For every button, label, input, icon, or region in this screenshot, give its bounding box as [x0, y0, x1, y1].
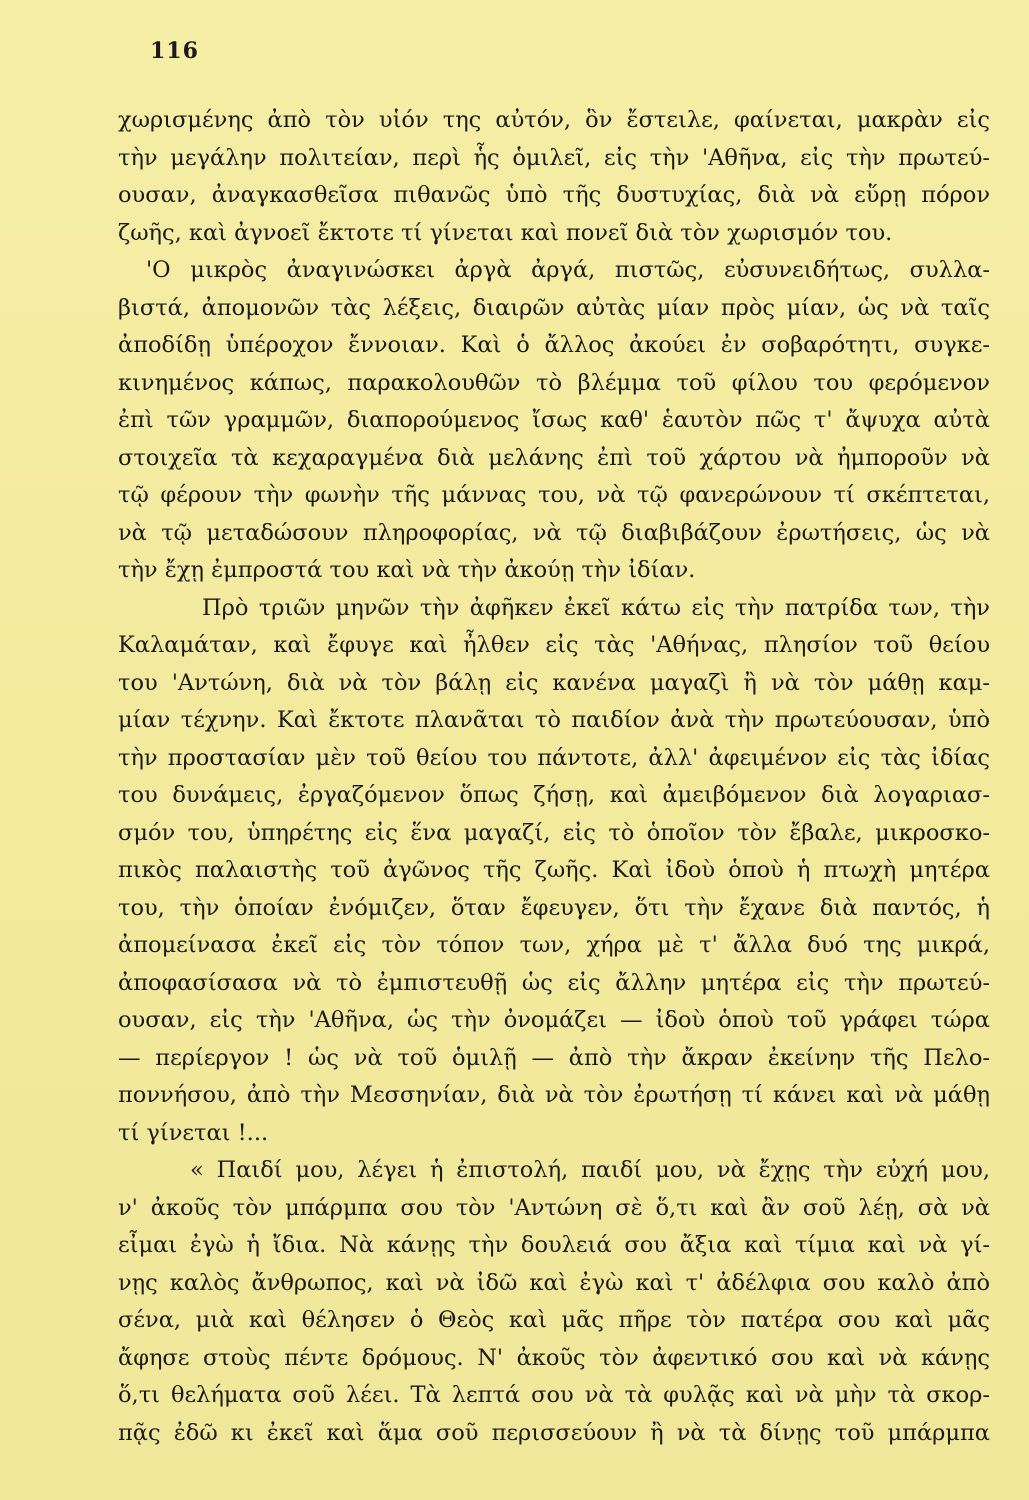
text-line: σμόν του, ὑπηρέτης εἰς ἕνα μαγαζί, εἰς τὸ ὁποῖον τὸν ἔβαλε, μικροσκο- [118, 819, 990, 846]
text-line: βιστά, ἀπομονῶν τὰς λέξεις, διαιρῶν αὐτὰς μίαν πρὸς μίαν, ὡς νὰ ταῖς [118, 294, 990, 321]
text-line: χωρισμένης ἀπὸ τὸν υἱόν της αὐτόν, ὃν ἔστειλε, φαίνεται, μακρὰν εἰς [118, 107, 990, 133]
text-line: στοιχεῖα τὰ κεχαραγμένα διὰ μελάνης ἐπὶ τοῦ χάρτου νὰ ἠμποροῦν νὰ [118, 444, 990, 471]
text-line: ἀποδίδῃ ὑπέροχον ἔννοιαν. Καὶ ὁ ἄλλος ἀκούει ἐν σοβαρότητι, συγκε- [118, 332, 990, 358]
text-line: « Παιδί μου, λέγει ἡ ἐπιστολή, παιδί μου, νὰ ἔχῃς τὴν εὐχή μου, [190, 1157, 990, 1183]
text-line: ἄφησε στοὺς πέντε δρόμους. Ν' ἀκοῦς τὸν ἀφεντικό σου καὶ νὰ κάνῃς [118, 1344, 990, 1371]
text-line: τῷ φέρουν τὴν φωνὴν τῆς μάννας του, νὰ τῷ φανερώνουν τί σκέπτεται, [118, 482, 990, 508]
text-line: ὅ,τι θελήματα σοῦ λέει. Τὰ λεπτά σου νὰ τὰ φυλᾷς καὶ νὰ μὴν τὰ σκορ- [118, 1382, 990, 1408]
text-line: ἀποφασίσασα νὰ τὸ ἐμπιστευθῇ ὡς εἰς ἄλλην μητέρα εἰς τὴν πρωτεύ- [118, 969, 990, 996]
text-line: ν' ἀκοῦς τὸν μπάρμπα σου τὸν 'Αντώνη σὲ ὅ,τι καὶ ἂν σοῦ λέῃ, σὰ νὰ [118, 1194, 990, 1221]
text-line: πικὸς παλαιστὴς τοῦ ἀγῶνος τῆς ζωῆς. Καὶ ἰδοὺ ὁποὺ ἡ πτωχὴ μητέρα [118, 857, 990, 883]
text-line: ζωῆς, καὶ ἀγνοεῖ ἔκτοτε τί γίνεται καὶ πονεῖ διὰ τὸν χωρισμόν του. [118, 219, 893, 246]
text-line: του δυνάμεις, ἐργαζόμενον ὅπως ζήσῃ, καὶ ἀμειβόμενον διὰ λογαριασ- [118, 782, 990, 808]
text-line: νῃς καλὸς ἄνθρωπος, καὶ νὰ ἰδῶ καὶ ἐγὼ καὶ τ' ἀδέλφια σου καλὸ ἀπὸ [118, 1269, 990, 1296]
text-line: του 'Αντώνη, διὰ νὰ τὸν βάλῃ εἰς κανένα μαγαζὶ ἢ νὰ τὸν μάθῃ καμ- [118, 669, 990, 696]
text-line: ἐπὶ τῶν γραμμῶν, διαπορούμενος ἴσως καθ' ἑαυτὸν πῶς τ' ἄψυχα αὐτὰ [118, 407, 990, 433]
text-line: τὴν προστασίαν μὲν τοῦ θείου του πάντοτε, ἀλλ' ἀφειμένον εἰς τὰς ἰδίας [118, 744, 990, 771]
text-line: — περίεργον ! ὡς νὰ τοῦ ὁμιλῇ — ἀπὸ τὴν ἄκραν ἐκείνην τῆς Πελο- [118, 1044, 990, 1071]
text-line: ἀπομείνασα ἐκεῖ εἰς τὸν τόπον των, χήρα μὲ τ' ἄλλα δυό της μικρά, [118, 932, 990, 958]
text-line: νὰ τῷ μεταδώσουν πληροφορίας, νὰ τῷ διαβιβάζουν ἐρωτήσεις, ὡς νὰ [118, 519, 990, 546]
text-line: Πρὸ τριῶν μηνῶν τὴν ἀφῆκεν ἐκεῖ κάτω εἰς τὴν πατρίδα των, τὴν [202, 594, 990, 621]
text-line: κινημένος κάπως, παρακολουθῶν τὸ βλέμμα τοῦ φίλου του φερόμενον [118, 369, 990, 396]
text-line: του, τὴν ὁποίαν ἐνόμιζεν, ὅταν ἔφευγεν, ὅτι τὴν ἔχανε διὰ παντός, ἡ [118, 894, 990, 921]
body-text [118, 102, 990, 1452]
page-number: 116 [150, 38, 199, 64]
text-line: 'Ο μικρὸς ἀναγινώσκει ἀργὰ ἀργά, πιστῶς, εὐσυνειδήτως, συλλα- [146, 257, 990, 283]
text-line: τί γίνεται !... [118, 1119, 269, 1146]
text-line: Καλαμάταν, καὶ ἔφυγε καὶ ἦλθεν εἰς τὰς 'Αθήνας, πλησίον τοῦ θείου [118, 632, 990, 658]
text-line: σένα, μιὰ καὶ θέλησεν ὁ Θεὸς καὶ μᾶς πῆρε τὸν πατέρα σου καὶ μᾶς [118, 1307, 990, 1333]
text-line: τὴν ἔχῃ ἐμπροστά του καὶ νὰ τὴν ἀκούῃ τὴν ἰδίαν. [118, 557, 696, 583]
text-line: μίαν τέχνην. Καὶ ἔκτοτε πλανᾶται τὸ παιδίον ἀνὰ τὴν πρωτεύουσαν, ὑπὸ [118, 707, 990, 733]
text-line: ποννήσου, ἀπὸ τὴν Μεσσηνίαν, διὰ νὰ τὸν ἐρωτήσῃ τί κάνει καὶ νὰ μάθῃ [118, 1082, 990, 1108]
text-line: ουσαν, ἀναγκασθεῖσα πιθανῶς ὑπὸ τῆς δυστυχίας, διὰ νὰ εὕρῃ πόρον [118, 182, 990, 208]
text-line: τὴν μεγάλην πολιτείαν, περὶ ἧς ὁμιλεῖ, εἰς τὴν 'Αθῆνα, εἰς τὴν πρωτεύ- [118, 144, 990, 171]
text-line: πᾷς ἐδῶ κι ἐκεῖ καὶ ἅμα σοῦ περισσεύουν ἢ νὰ τὰ δίνῃς τοῦ μπάρμπα [118, 1419, 990, 1446]
text-line: ουσαν, εἰς τὴν 'Αθῆνα, ὡς τὴν ὀνομάζει — ἰδοὺ ὁποὺ τοῦ γράφει τώρα [118, 1007, 990, 1033]
text-line: εἶμαι ἐγὼ ἡ ἴδια. Νὰ κάνῃς τὴν δουλειά σου ἄξια καὶ τίμια καὶ νὰ γί- [118, 1232, 990, 1258]
